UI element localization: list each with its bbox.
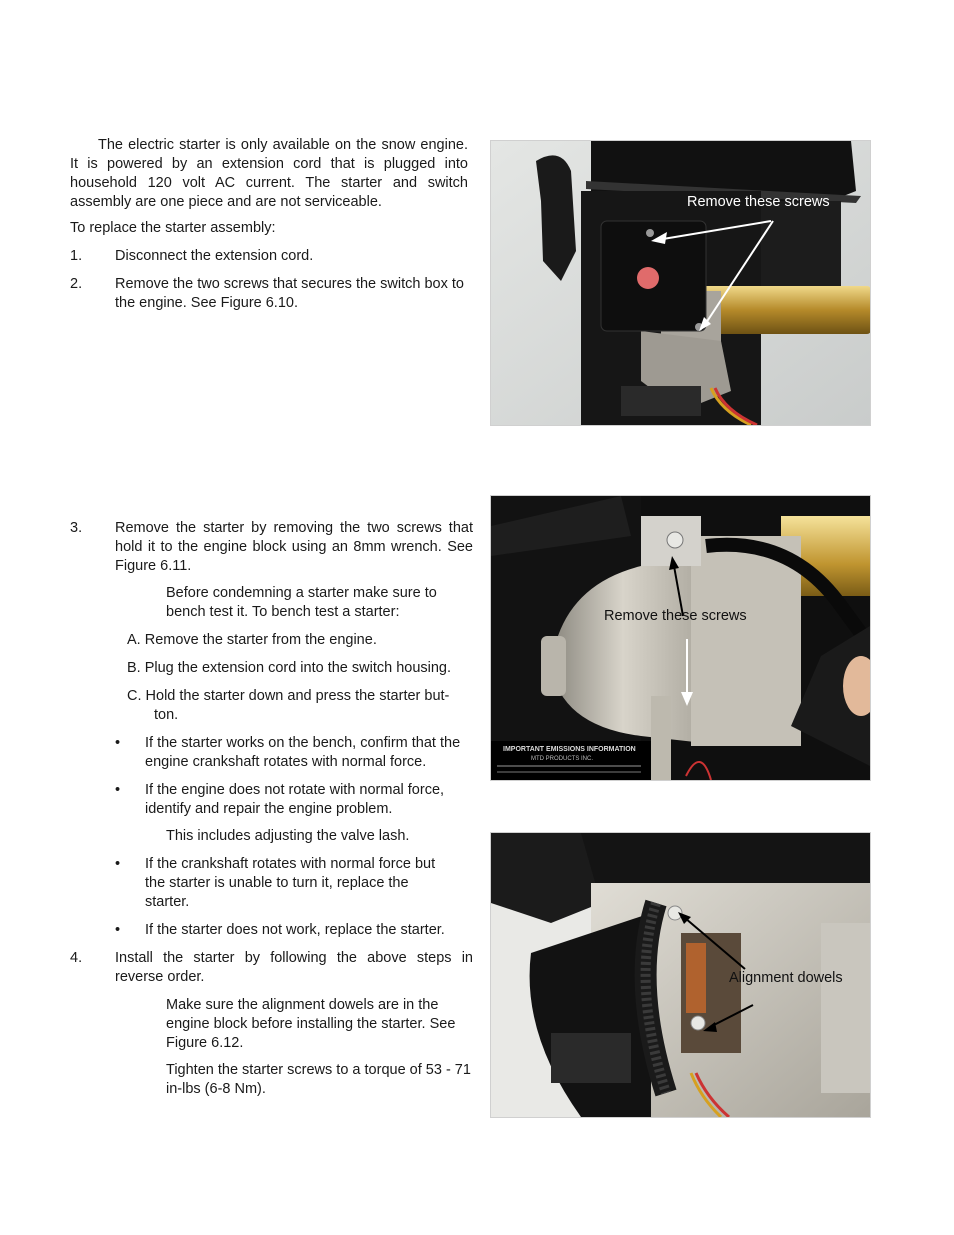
bullet-item: If the starter works on the bench, confirm that the engine crankshaft rotates with normal force. xyxy=(145,735,461,770)
step-number: 2. xyxy=(70,276,83,292)
substep-c xyxy=(127,687,473,725)
note-valve-lash: This includes adjusting the valve lash. xyxy=(166,828,410,844)
bullet-icon: • xyxy=(115,782,121,798)
substep-c-text: C. Hold the starter down and press the starter but-ton. xyxy=(127,688,450,723)
bullet-icon: • xyxy=(115,922,121,938)
substep-a: A. Remove the starter from the engine. xyxy=(127,632,377,648)
intro-paragraph: The electric starter is only available on the snow engine. It is powered by an extension cord that is plugged into household 120 volt AC current. The starter and switch assembly are one piece and are not serviceable. xyxy=(70,137,468,210)
note-torque: Tighten the starter screws to a torque of 53 - 71 in-lbs (6-8 Nm). xyxy=(166,1062,471,1097)
bullet-item: If the crankshaft rotates with normal force but the starter is unable to turn it, replace the starter. xyxy=(145,856,436,910)
step-number: 4. xyxy=(70,950,83,966)
step-text: Remove the two screws that secures the switch box to the engine. See Figure 6.10. xyxy=(115,276,464,311)
intro-lead: To replace the starter assembly: xyxy=(70,220,276,236)
step-text: Disconnect the extension cord. xyxy=(115,248,314,264)
figure-callout-label: Remove these screws xyxy=(687,194,830,210)
bullet-icon: • xyxy=(115,856,121,872)
decal-subtitle: MTD PRODUCTS INC. xyxy=(531,756,593,762)
figure-switch-box-photo xyxy=(490,140,871,426)
step-number: 3. xyxy=(70,520,83,536)
note-alignment-dowels: Make sure the alignment dowels are in the engine block before installing the starter. See Figure 6.12. xyxy=(166,997,456,1051)
bullet-item: If the engine does not rotate with normal force, identify and repair the engine problem. xyxy=(145,782,445,817)
figure-starter-screws-photo xyxy=(490,495,871,781)
note-bench-test: Before condemning a starter make sure to bench test it. To bench test a starter: xyxy=(166,585,437,620)
step-text: Remove the starter by removing the two screws that hold it to the engine block using an 8mm wrench. See Figure 6.11. xyxy=(115,520,473,574)
step-text: Install the starter by following the above steps in reverse order. xyxy=(115,950,473,985)
substep-b: B. Plug the extension cord into the switch housing. xyxy=(127,660,452,676)
figure-callout-label: Alignment dowels xyxy=(729,970,843,986)
bullet-item: If the starter does not work, replace the starter. xyxy=(145,922,445,938)
step-number: 1. xyxy=(70,248,83,264)
figure-callout-label: Remove these screws xyxy=(604,608,747,624)
decal-title: IMPORTANT EMISSIONS INFORMATION xyxy=(503,746,636,753)
bullet-icon: • xyxy=(115,735,121,751)
